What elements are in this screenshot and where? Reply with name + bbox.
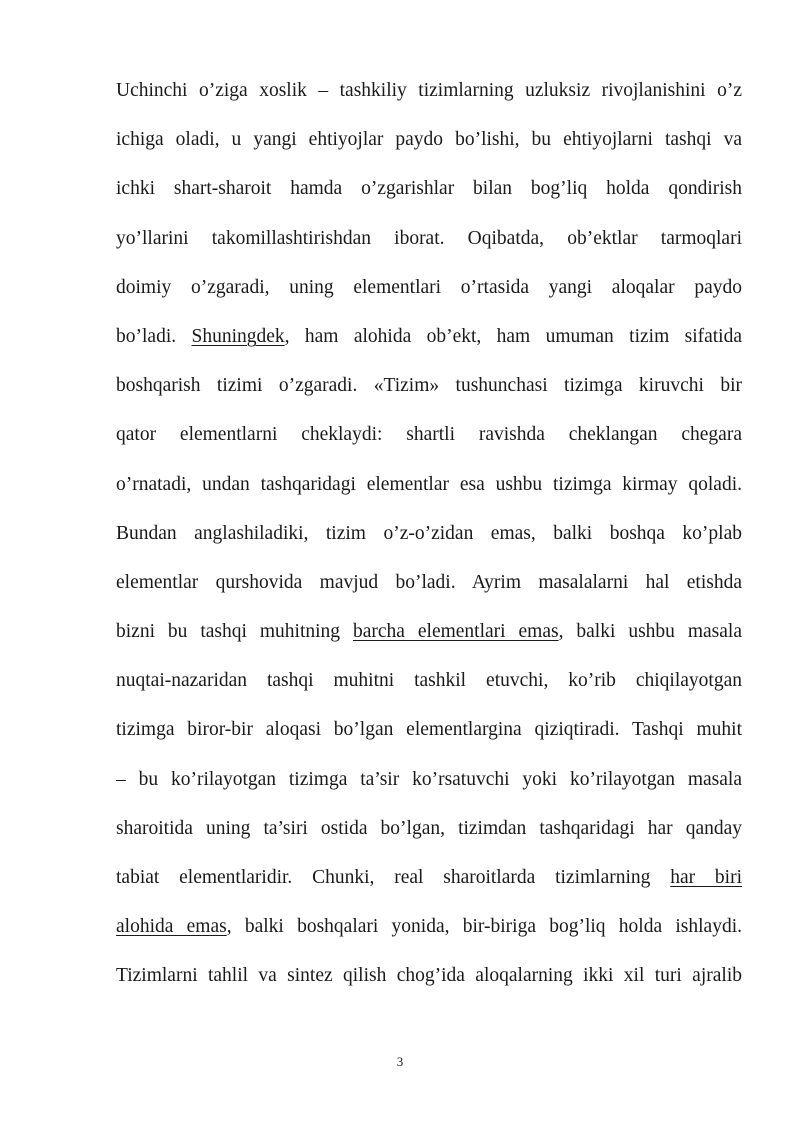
- text-line: [116, 613, 742, 662]
- text-segment: doimiy o’zgaradi, uning elementlari o’rtasida yangi aloqalar paydo: [116, 276, 742, 298]
- text-line: [116, 367, 742, 416]
- text-segment: elementlar qurshovida mavjud bo’ladi. Ayrim masalalarni hal etishda: [116, 571, 742, 593]
- text-segment: ichiga oladi, u yangi ehtiyojlar paydo bo’lishi, bu ehtiyojlarni tashqi va: [116, 129, 742, 151]
- text-segment: – bu ko’rilayotgan tizimga ta’sir ko’rsatuvchi yoki ko’rilayotgan masala: [116, 768, 742, 790]
- underlined-phrase: alohida emas: [116, 916, 227, 938]
- text-segment: bo’ladi.: [116, 325, 192, 347]
- text-segment: tizimga biror-bir aloqasi bo’lgan elementlargina qiziqtiradi. Tashqi muhit: [116, 719, 742, 741]
- underlined-phrase: har biri: [670, 867, 742, 888]
- text-line: [116, 121, 742, 170]
- text-segment: nuqtai-nazaridan tashqi muhitni tashkil etuvchi, ko’rib chiqilayotgan: [116, 670, 742, 692]
- text-line: [116, 810, 742, 859]
- text-line: [116, 908, 742, 957]
- text-line: [116, 515, 742, 564]
- text-segment: , ham alohida ob’ekt, ham umuman tizim sifatida: [284, 325, 742, 347]
- text-line: [116, 170, 742, 219]
- text-segment: yo’llarini takomillashtirishdan iborat. Oqibatda, ob’ektlar tarmoqlari: [116, 227, 742, 249]
- text-line: [116, 466, 742, 515]
- text-line: [116, 662, 742, 711]
- page-number: 3: [396, 1054, 404, 1069]
- text-segment: tabiat elementlaridir. Chunki, real sharoitlarda tizimlarning: [116, 867, 671, 888]
- text-segment: ichki shart-sharoit hamda o’zgarishlar bilan bog’liq holda qondirish: [116, 178, 742, 200]
- text-segment: o’rnatadi, undan tashqaridagi elementlar esa ushbu tizimga kirmay qoladi.: [116, 473, 742, 495]
- text-segment: bizni bu tashqi muhitning: [116, 621, 353, 643]
- text-line: [116, 711, 742, 760]
- text-segment: , balki ushbu masala: [558, 621, 742, 643]
- text-line: [116, 72, 742, 121]
- text-line: [116, 957, 742, 1006]
- text-segment: qator elementlarni cheklaydi: shartli ravishda cheklangan chegara: [116, 424, 742, 446]
- text-line: [116, 318, 742, 367]
- text-line: [116, 859, 742, 908]
- text-segment: , balki boshqalari yonida, bir-biriga bog’liq holda ishlaydi.: [226, 916, 742, 938]
- underlined-phrase: Shuningdek: [191, 325, 285, 347]
- text-line: [116, 564, 742, 613]
- text-segment: Tizimlarni tahlil va sintez qilish chog’ida aloqalarning ikki xil turi ajralib: [116, 965, 742, 987]
- text-line: [116, 269, 742, 318]
- text-line: [116, 416, 742, 465]
- text-line: [116, 761, 742, 810]
- text-segment: Uchinchi o’ziga xoslik – tashkiliy tizimlarning uzluksiz rivojlanishini o’z: [116, 80, 742, 101]
- text-segment: boshqarish tizimi o’zgaradi. «Tizim» tushunchasi tizimga kiruvchi bir: [116, 375, 742, 397]
- underlined-phrase: barcha elementlari emas: [352, 621, 559, 643]
- text-line: [116, 220, 742, 269]
- text-segment: Bundan anglashiladiki, tizim o’z-o’zidan emas, balki boshqa ko’plab: [116, 522, 742, 544]
- body-text: [116, 72, 742, 1007]
- text-segment: sharoitida uning ta’siri ostida bo’lgan, tizimdan tashqaridagi har qanday: [116, 817, 742, 839]
